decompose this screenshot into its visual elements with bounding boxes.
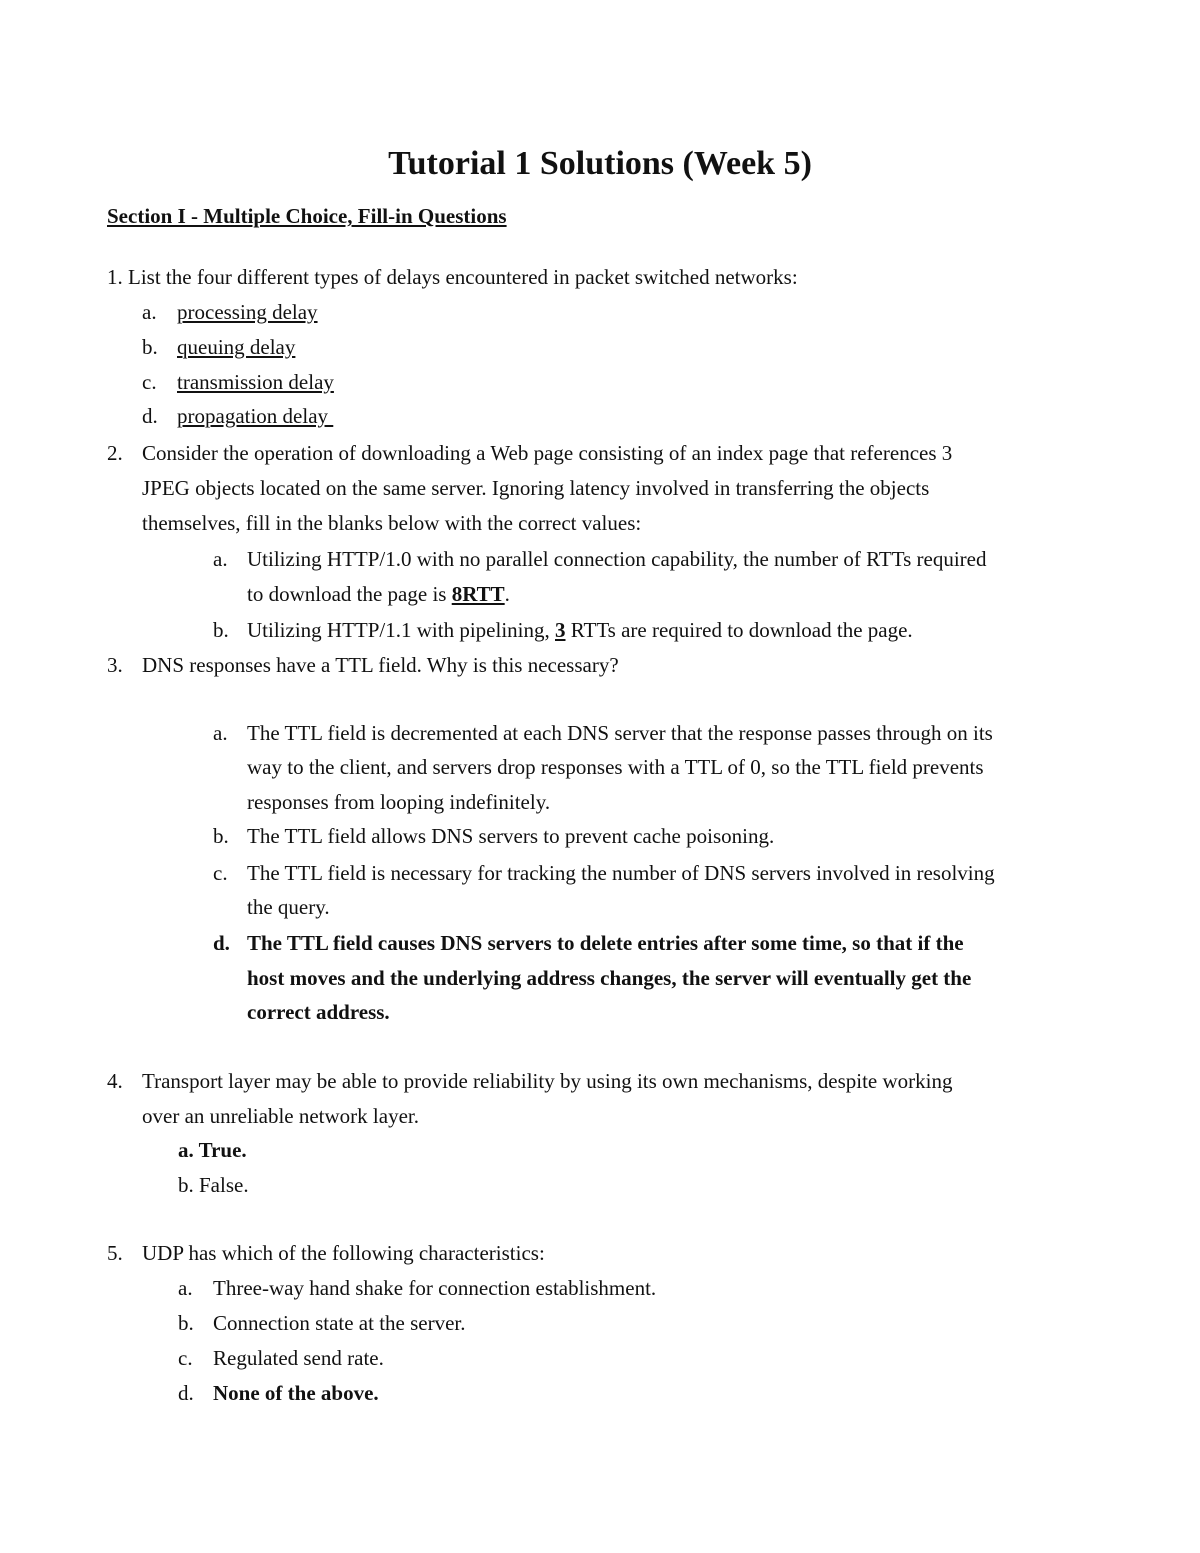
question-1	[107, 263, 798, 291]
q4-option-b: b. False.	[178, 1173, 249, 1197]
q4-text-line-1: Transport layer may be able to provide reliability by using its own mechanisms, despite working	[142, 1069, 953, 1093]
q4-text-line-2: over an unreliable network layer.	[142, 1104, 419, 1128]
answer-3: 3	[555, 618, 566, 642]
q2-option-a-line-1: Utilizing HTTP/1.0 with no parallel connection capability, the number of RTTs required	[247, 547, 987, 571]
option-label: a.	[142, 300, 157, 324]
q3-option-c-line-1: The TTL field is necessary for tracking the number of DNS servers involved in resolving	[247, 861, 995, 885]
q2-text-line-2: JPEG objects located on the same server. Ignoring latency involved in transferring the objects	[142, 476, 930, 500]
q3-option-b-label: b.	[213, 824, 229, 848]
q5-option-b-text: Connection state at the server.	[213, 1311, 466, 1335]
q1-option-d	[142, 402, 334, 430]
q2-text-line-3: themselves, fill in the blanks below with the correct values:	[142, 511, 642, 535]
option-text: propagation delay	[177, 404, 334, 428]
q3-option-d-line-1: The TTL field causes DNS servers to delete entries after some time, so that if the	[247, 931, 964, 955]
option-text: queuing delay	[177, 335, 296, 359]
q5-option-c-label: c.	[178, 1346, 193, 1370]
q5-option-d-label: d.	[178, 1381, 194, 1405]
text-span: RTTs are required to download the page.	[565, 618, 913, 642]
q1-option-c	[142, 368, 334, 396]
page-title: Tutorial 1 Solutions (Week 5)	[388, 145, 812, 182]
q2-option-a-line-2	[247, 580, 510, 608]
q4-number: 4.	[107, 1069, 123, 1093]
option-text: processing delay	[177, 300, 318, 324]
text-span: to download the page is	[247, 582, 452, 606]
q3-number: 3.	[107, 653, 123, 677]
q3-option-a-line-2: way to the client, and servers drop responses with a TTL of 0, so the TTL field prevents	[247, 755, 984, 779]
q3-option-b-line-1: The TTL field allows DNS servers to prevent cache poisoning.	[247, 824, 775, 848]
q2-option-a-label: a.	[213, 547, 228, 571]
text-span: Utilizing HTTP/1.1 with pipelining,	[247, 618, 555, 642]
q5-number: 5.	[107, 1241, 123, 1265]
q3-option-d-label: d.	[213, 931, 230, 955]
q2-number: 2.	[107, 441, 123, 465]
q5-option-b-label: b.	[178, 1311, 194, 1335]
option-label: d.	[142, 404, 158, 428]
q2-text-line-1: Consider the operation of downloading a Web page consisting of an index page that references 3	[142, 441, 953, 465]
q1-option-b	[142, 333, 296, 361]
q3-option-a-label: a.	[213, 721, 228, 745]
q3-option-a-line-1: The TTL field is decremented at each DNS server that the response passes through on its	[247, 721, 993, 745]
q5-text: UDP has which of the following characteristics:	[142, 1241, 545, 1265]
q5-option-a-text: Three-way hand shake for connection establishment.	[213, 1276, 657, 1300]
q3-option-c-label: c.	[213, 861, 228, 885]
question-number: 1.	[107, 265, 123, 289]
option-label: b.	[142, 335, 158, 359]
q5-option-d-text: None of the above.	[213, 1381, 379, 1405]
q4-option-a: a. True.	[178, 1138, 247, 1162]
q3-text: DNS responses have a TTL field. Why is this necessary?	[142, 653, 619, 677]
option-text: transmission delay	[177, 370, 334, 394]
q3-option-c-line-2: the query.	[247, 895, 330, 919]
q1-option-a	[142, 298, 318, 326]
q3-option-a-line-3: responses from looping indefinitely.	[247, 790, 551, 814]
question-text: List the four different types of delays encountered in packet switched networks:	[128, 265, 798, 289]
q3-option-d-line-3: correct address.	[247, 1000, 390, 1024]
q3-option-d-line-2: host moves and the underlying address changes, the server will eventually get the	[247, 966, 972, 990]
q2-option-b-text	[247, 616, 913, 644]
q2-option-b-label: b.	[213, 618, 229, 642]
answer-8rtt: 8RTT	[451, 582, 505, 606]
q5-option-a-label: a.	[178, 1276, 193, 1300]
text-span: .	[504, 582, 510, 606]
q5-option-c-text: Regulated send rate.	[213, 1346, 384, 1370]
option-label: c.	[142, 370, 157, 394]
section-heading: Section I - Multiple Choice, Fill-in Questions	[107, 204, 507, 228]
